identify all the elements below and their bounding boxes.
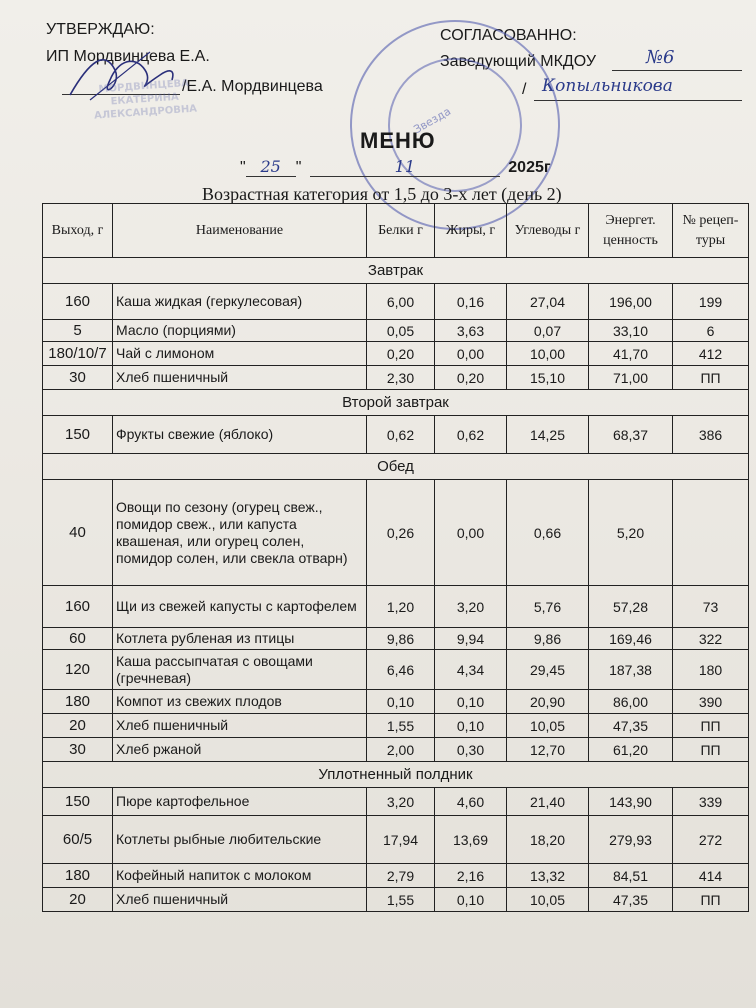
cell-name: Пюре картофельное xyxy=(113,788,367,816)
cell-name: Хлеб пшеничный xyxy=(113,366,367,390)
cell-yield: 20 xyxy=(43,888,113,912)
section-row xyxy=(43,390,749,416)
cell-energy: 57,28 xyxy=(589,586,673,628)
cell-protein: 0,62 xyxy=(367,416,435,454)
cell-protein: 2,30 xyxy=(367,366,435,390)
date-year: 2025г xyxy=(508,159,551,176)
cell-name: Чай с лимоном xyxy=(113,342,367,366)
cell-fat: 0,62 xyxy=(435,416,507,454)
cell-fat: 0,20 xyxy=(435,366,507,390)
cell-carbs: 21,40 xyxy=(507,788,589,816)
cell-name: Овощи по сезону (огурец свеж., помидор свеж., или капуста квашеная, или огурец солен, помидор солен, или свекла отварн) xyxy=(113,480,367,586)
cell-carbs: 10,05 xyxy=(507,714,589,738)
date-line xyxy=(240,157,551,177)
cell-name: Каша жидкая (геркулесовая) xyxy=(113,284,367,320)
cell-yield: 160 xyxy=(43,586,113,628)
table-row xyxy=(43,650,749,690)
table-row xyxy=(43,284,749,320)
cell-recipe: 339 xyxy=(673,788,749,816)
cell-fat: 3,20 xyxy=(435,586,507,628)
menu-table xyxy=(42,203,749,912)
cell-recipe: 199 xyxy=(673,284,749,320)
cell-fat: 0,10 xyxy=(435,888,507,912)
cell-energy: 187,38 xyxy=(589,650,673,690)
col-header-carbs: Углеводы г xyxy=(507,204,589,258)
cell-protein: 1,55 xyxy=(367,888,435,912)
age-category: Возрастная категория от 1,5 до 3-х лет (день 2) xyxy=(202,184,562,204)
cell-yield: 5 xyxy=(43,320,113,342)
col-header-name: Наименование xyxy=(113,204,367,258)
date-day: 25 xyxy=(246,157,296,177)
section-title: Второй завтрак xyxy=(43,390,749,416)
cell-fat: 2,16 xyxy=(435,864,507,888)
page-title: МЕНЮ xyxy=(360,128,436,153)
cell-carbs: 10,00 xyxy=(507,342,589,366)
cell-energy: 196,00 xyxy=(589,284,673,320)
cell-recipe: 272 xyxy=(673,816,749,864)
cell-name: Котлета рубленая из птицы xyxy=(113,628,367,650)
col-header-protein: Белки г xyxy=(367,204,435,258)
agree-label: СОГЛАСОВАННО: xyxy=(440,27,577,44)
col-header-fat: Жиры, г xyxy=(435,204,507,258)
cell-name: Котлеты рыбные любительские xyxy=(113,816,367,864)
cell-yield: 60/5 xyxy=(43,816,113,864)
cell-recipe: ПП xyxy=(673,738,749,762)
section-row xyxy=(43,762,749,788)
cell-fat: 0,16 xyxy=(435,284,507,320)
cell-name: Кофейный напиток с молоком xyxy=(113,864,367,888)
cell-carbs: 0,07 xyxy=(507,320,589,342)
agree-name: Копыльникова xyxy=(542,76,673,96)
cell-recipe: ПП xyxy=(673,366,749,390)
agree-number-line xyxy=(612,70,742,71)
cell-energy: 86,00 xyxy=(589,690,673,714)
table-row xyxy=(43,888,749,912)
table-row xyxy=(43,416,749,454)
section-row xyxy=(43,258,749,284)
cell-yield: 20 xyxy=(43,714,113,738)
cell-yield: 180 xyxy=(43,690,113,714)
col-header-energy: Энергет. ценность xyxy=(589,204,673,258)
cell-protein: 6,46 xyxy=(367,650,435,690)
cell-yield: 150 xyxy=(43,416,113,454)
cell-recipe: 180 xyxy=(673,650,749,690)
table-row xyxy=(43,586,749,628)
cell-carbs: 20,90 xyxy=(507,690,589,714)
cell-protein: 1,55 xyxy=(367,714,435,738)
cell-energy: 47,35 xyxy=(589,714,673,738)
cell-fat: 0,30 xyxy=(435,738,507,762)
table-row xyxy=(43,864,749,888)
approve-sign-name: /Е.А. Мордвинцева xyxy=(182,78,323,95)
cell-energy: 68,37 xyxy=(589,416,673,454)
seal-stamp-side: МОРДВИНЦЕВА ЕКАТЕРИНА АЛЕКСАНДРОВНА xyxy=(93,77,198,122)
section-title: Уплотненный полдник xyxy=(43,762,749,788)
cell-protein: 6,00 xyxy=(367,284,435,320)
cell-protein: 2,79 xyxy=(367,864,435,888)
cell-protein: 17,94 xyxy=(367,816,435,864)
cell-name: Компот из свежих плодов xyxy=(113,690,367,714)
cell-energy: 84,51 xyxy=(589,864,673,888)
cell-recipe: 73 xyxy=(673,586,749,628)
table-row xyxy=(43,738,749,762)
cell-name: Хлеб ржаной xyxy=(113,738,367,762)
cell-energy: 71,00 xyxy=(589,366,673,390)
cell-yield: 30 xyxy=(43,366,113,390)
table-row xyxy=(43,342,749,366)
cell-energy: 5,20 xyxy=(589,480,673,586)
cell-energy: 143,90 xyxy=(589,788,673,816)
cell-recipe: 322 xyxy=(673,628,749,650)
cell-recipe: 412 xyxy=(673,342,749,366)
cell-protein: 0,10 xyxy=(367,690,435,714)
cell-protein: 0,26 xyxy=(367,480,435,586)
cell-protein: 1,20 xyxy=(367,586,435,628)
cell-carbs: 29,45 xyxy=(507,650,589,690)
agree-position: Заведующий МКДОУ xyxy=(440,53,596,70)
cell-fat: 0,00 xyxy=(435,342,507,366)
date-quote-open: " xyxy=(240,159,246,176)
cell-recipe xyxy=(673,480,749,586)
approve-org: ИП Мордвинцева Е.А. xyxy=(46,48,210,65)
cell-carbs: 5,76 xyxy=(507,586,589,628)
cell-energy: 169,46 xyxy=(589,628,673,650)
table-header-row xyxy=(43,204,749,258)
cell-recipe: 6 xyxy=(673,320,749,342)
section-row xyxy=(43,454,749,480)
cell-protein: 0,20 xyxy=(367,342,435,366)
cell-carbs: 9,86 xyxy=(507,628,589,650)
cell-energy: 33,10 xyxy=(589,320,673,342)
cell-recipe: 390 xyxy=(673,690,749,714)
cell-carbs: 0,66 xyxy=(507,480,589,586)
cell-recipe: 414 xyxy=(673,864,749,888)
col-header-yield: Выход, г xyxy=(43,204,113,258)
cell-name: Хлеб пшеничный xyxy=(113,714,367,738)
cell-name: Хлеб пшеничный xyxy=(113,888,367,912)
cell-energy: 41,70 xyxy=(589,342,673,366)
cell-yield: 150 xyxy=(43,788,113,816)
cell-protein: 2,00 xyxy=(367,738,435,762)
cell-name: Масло (порциями) xyxy=(113,320,367,342)
table-row xyxy=(43,714,749,738)
cell-fat: 4,60 xyxy=(435,788,507,816)
cell-yield: 40 xyxy=(43,480,113,586)
approve-label: УТВЕРЖДАЮ: xyxy=(46,21,155,38)
agree-number: №6 xyxy=(646,47,675,68)
cell-fat: 0,10 xyxy=(435,690,507,714)
agree-slash: / xyxy=(522,81,527,98)
table-row xyxy=(43,628,749,650)
cell-energy: 61,20 xyxy=(589,738,673,762)
cell-fat: 4,34 xyxy=(435,650,507,690)
stamp-inner-text: Звезда xyxy=(411,104,454,137)
cell-recipe: 386 xyxy=(673,416,749,454)
cell-yield: 180 xyxy=(43,864,113,888)
cell-yield: 180/10/7 xyxy=(43,342,113,366)
cell-protein: 9,86 xyxy=(367,628,435,650)
cell-yield: 60 xyxy=(43,628,113,650)
table-row xyxy=(43,480,749,586)
cell-yield: 120 xyxy=(43,650,113,690)
date-month: 11 xyxy=(310,157,500,177)
cell-carbs: 18,20 xyxy=(507,816,589,864)
cell-yield: 160 xyxy=(43,284,113,320)
cell-name: Щи из свежей капусты с картофелем xyxy=(113,586,367,628)
cell-fat: 9,94 xyxy=(435,628,507,650)
cell-carbs: 27,04 xyxy=(507,284,589,320)
cell-carbs: 12,70 xyxy=(507,738,589,762)
col-header-recipe: № рецеп-туры xyxy=(673,204,749,258)
cell-fat: 13,69 xyxy=(435,816,507,864)
section-title: Обед xyxy=(43,454,749,480)
table-row xyxy=(43,788,749,816)
cell-energy: 47,35 xyxy=(589,888,673,912)
menu-table-body xyxy=(43,258,749,912)
date-quote-close: " xyxy=(295,159,302,176)
section-title: Завтрак xyxy=(43,258,749,284)
cell-yield: 30 xyxy=(43,738,113,762)
cell-name: Каша рассыпчатая с овощами (гречневая) xyxy=(113,650,367,690)
cell-carbs: 14,25 xyxy=(507,416,589,454)
cell-carbs: 15,10 xyxy=(507,366,589,390)
cell-protein: 0,05 xyxy=(367,320,435,342)
cell-name: Фрукты свежие (яблоко) xyxy=(113,416,367,454)
cell-protein: 3,20 xyxy=(367,788,435,816)
cell-carbs: 10,05 xyxy=(507,888,589,912)
cell-fat: 3,63 xyxy=(435,320,507,342)
cell-fat: 0,00 xyxy=(435,480,507,586)
cell-fat: 0,10 xyxy=(435,714,507,738)
table-row xyxy=(43,320,749,342)
table-row xyxy=(43,816,749,864)
table-row xyxy=(43,366,749,390)
table-row xyxy=(43,690,749,714)
cell-recipe: ПП xyxy=(673,888,749,912)
cell-recipe: ПП xyxy=(673,714,749,738)
cell-energy: 279,93 xyxy=(589,816,673,864)
agree-name-line xyxy=(534,100,742,101)
cell-carbs: 13,32 xyxy=(507,864,589,888)
